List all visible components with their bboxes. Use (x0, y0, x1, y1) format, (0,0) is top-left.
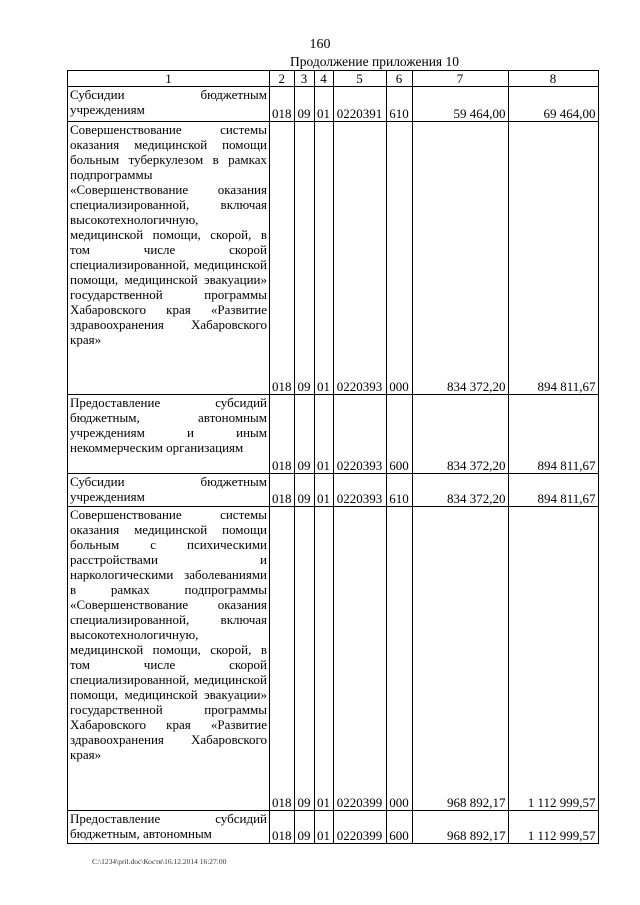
table-row (68, 811, 599, 844)
row-amount-7: 968 892,17 (412, 507, 508, 811)
row-code-6: 600 (386, 395, 412, 474)
row-amount-7: 834 372,20 (412, 474, 508, 507)
row-code-6: 000 (386, 507, 412, 811)
row-code-6: 610 (386, 474, 412, 507)
header-col-1: 1 (68, 71, 270, 87)
row-amount-7: 968 892,17 (412, 811, 508, 844)
row-code-6: 610 (386, 87, 412, 122)
header-col-4: 4 (314, 71, 333, 87)
header-col-7: 7 (412, 71, 508, 87)
header-col-5: 5 (333, 71, 386, 87)
row-code-5: 0220393 (333, 122, 386, 395)
row-code-3: 09 (294, 122, 314, 395)
row-amount-8: 1 112 999,57 (508, 811, 598, 844)
header-col-3: 3 (294, 71, 314, 87)
row-code-3: 09 (294, 507, 314, 811)
row-code-3: 09 (294, 395, 314, 474)
table-row (68, 87, 599, 122)
row-code-5: 0220393 (333, 474, 386, 507)
row-amount-7: 834 372,20 (412, 395, 508, 474)
row-code-3: 09 (294, 474, 314, 507)
row-code-4: 01 (314, 87, 333, 122)
budget-table (67, 70, 599, 844)
row-code-6: 600 (386, 811, 412, 844)
table-header-row (68, 71, 599, 87)
row-amount-8: 894 811,67 (508, 474, 598, 507)
row-code-3: 09 (294, 811, 314, 844)
row-amount-8: 894 811,67 (508, 395, 598, 474)
page-number: 160 (309, 37, 331, 52)
table-row (68, 474, 599, 507)
row-name: Совершенствование системы оказания медицинской помощи больным туберкулезом в рамках подпрограммы «Совершенствование оказания специализированной, включая высокотехнологичную, медицинской помощи, скорой, в том числе скорой специализированной, медицинской помощи, медицинской эвакуации» государственной программы Хабаровского края «Развитие здравоохранения Хабаровского края» (68, 122, 270, 395)
row-code-4: 01 (314, 122, 333, 395)
row-code-4: 01 (314, 507, 333, 811)
row-amount-8: 894 811,67 (508, 122, 598, 395)
row-code-4: 01 (314, 395, 333, 474)
row-code-5: 0220399 (333, 507, 386, 811)
file-path-footer: C:\1234\pril.doc\Костя\16.12.2014 16:27:00 (92, 857, 227, 866)
row-code-5: 0220391 (333, 87, 386, 122)
row-amount-7: 59 464,00 (412, 87, 508, 122)
header-col-2: 2 (270, 71, 295, 87)
row-code-2: 018 (270, 811, 295, 844)
row-name: Предоставление субсидий бюджетным, автономным (68, 811, 270, 844)
row-code-4: 01 (314, 474, 333, 507)
row-code-2: 018 (270, 395, 295, 474)
row-code-5: 0220399 (333, 811, 386, 844)
row-name: Субсидии бюджетным учреждениям (68, 87, 270, 122)
row-amount-8: 1 112 999,57 (508, 507, 598, 811)
row-code-2: 018 (270, 474, 295, 507)
row-amount-7: 834 372,20 (412, 122, 508, 395)
row-name: Совершенствование системы оказания медицинской помощи больным с психическими расстройствами и наркологическими заболеваниями в рамках подпрограммы «Совершенствование оказания специализированной, включая высокотехнологичную, медицинской помощи, скорой, в том числе скорой специализированной, медицинской помощи, медицинской эвакуации» государственной программы Хабаровского края «Развитие здравоохранения Хабаровского края» (68, 507, 270, 811)
row-code-4: 01 (314, 811, 333, 844)
table-row (68, 507, 599, 811)
row-code-5: 0220393 (333, 395, 386, 474)
row-code-2: 018 (270, 87, 295, 122)
row-name: Субсидии бюджетным учреждениям (68, 474, 270, 507)
header-col-8: 8 (508, 71, 598, 87)
row-code-3: 09 (294, 87, 314, 122)
header-col-6: 6 (386, 71, 412, 87)
table-row (68, 122, 599, 395)
table-row (68, 395, 599, 474)
row-code-6: 000 (386, 122, 412, 395)
appendix-continuation-title: Продолжение приложения 10 (290, 54, 460, 69)
row-name: Предоставление субсидий бюджетным, автономным учреждениям и иным некоммерческим организациям (68, 395, 270, 474)
row-amount-8: 69 464,00 (508, 87, 598, 122)
row-code-2: 018 (270, 122, 295, 395)
row-code-2: 018 (270, 507, 295, 811)
